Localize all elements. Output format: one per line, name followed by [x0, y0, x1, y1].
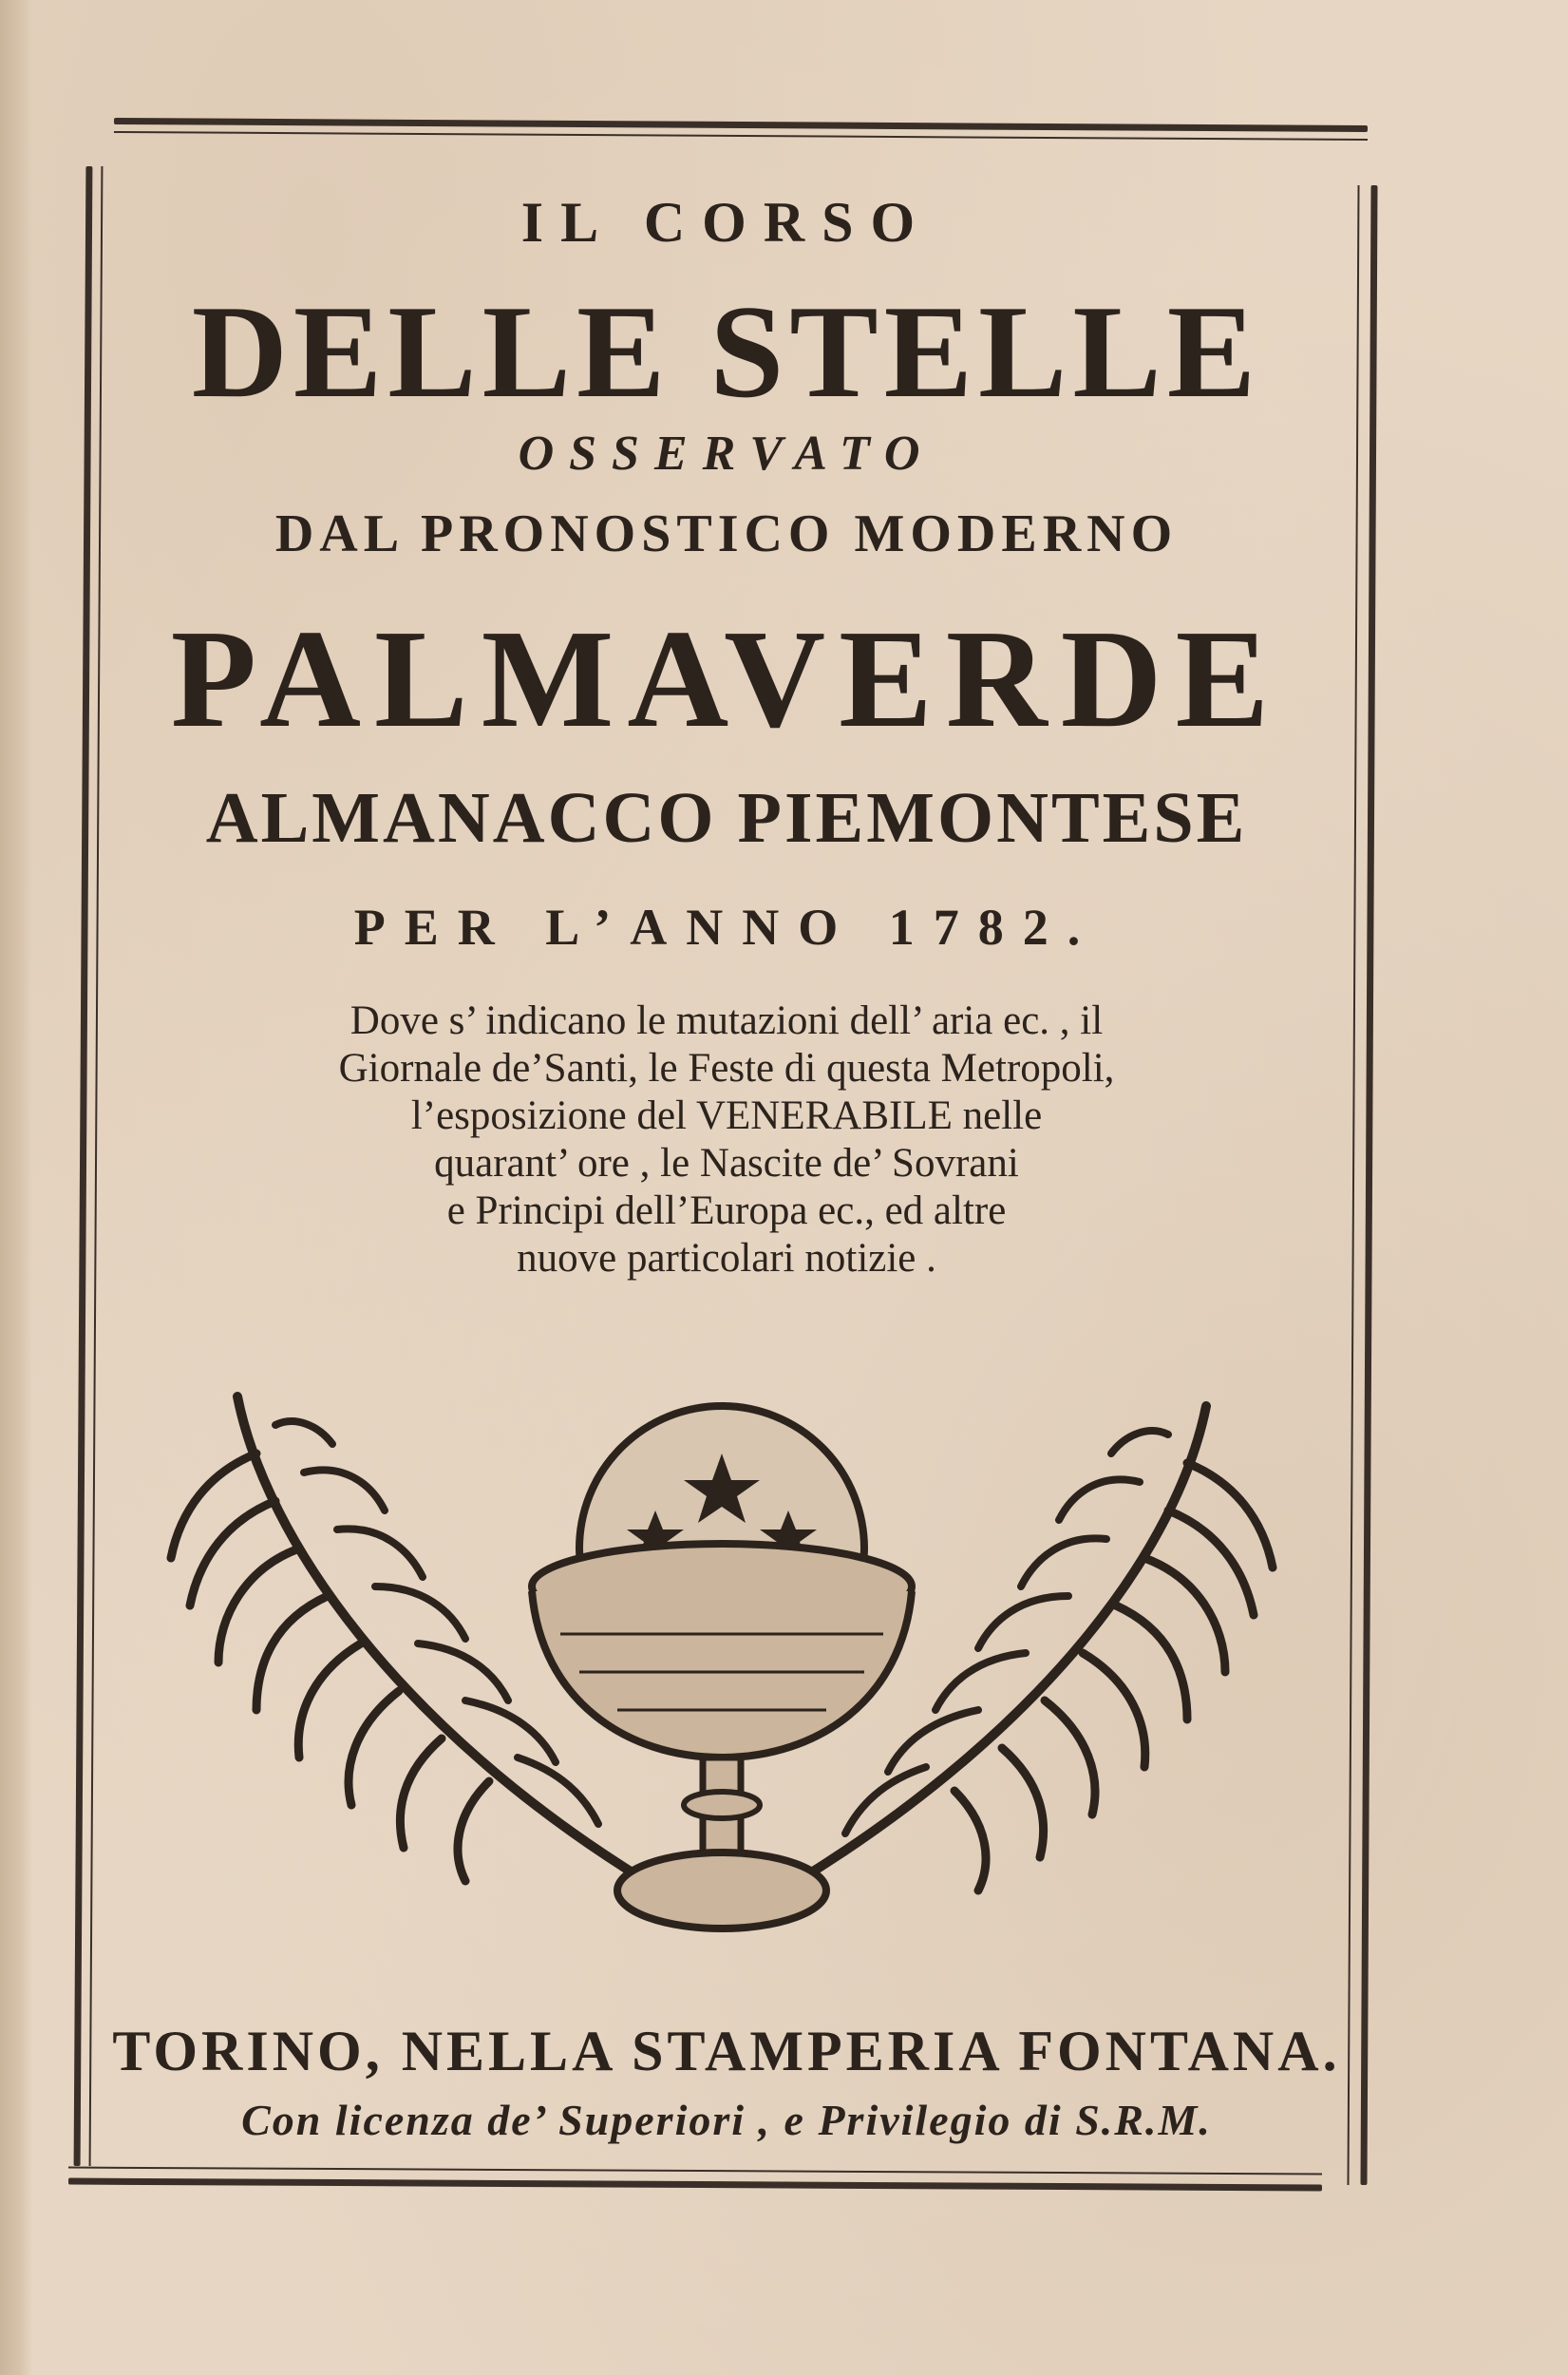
title-line-osservato: OSSERVATO — [518, 427, 935, 481]
border-left-rule — [89, 166, 104, 2166]
border-left — [74, 166, 93, 2166]
title-line-il-corso: IL CORSO — [520, 191, 933, 254]
border-right-rule — [1347, 185, 1359, 2185]
subtitle-almanacco: ALMANACCO PIEMONTESE — [205, 778, 1248, 858]
page-edge — [0, 0, 32, 2375]
year-line: PER L’ANNO 1782. — [353, 899, 1100, 956]
description-line: Dove s’ indicano le mutazioni dell’ aria ec. , il — [349, 998, 1104, 1043]
description-line: Giornale de’Santi, le Feste di questa Metropoli, — [338, 1046, 1115, 1091]
description-line: quarant’ ore , le Nascite de’ Sovrani — [434, 1141, 1019, 1186]
title-line-palmaverde: PALMAVERDE — [170, 601, 1283, 757]
description-line: nuove particolari notizie . — [517, 1236, 936, 1281]
title-line-delle-stelle: DELLE STELLE — [191, 278, 1262, 426]
imprint-license: Con licenza de’ Superiori , e Privilegio di S.R.M. — [241, 2096, 1212, 2144]
border-top — [114, 118, 1368, 132]
border-top-rule — [114, 131, 1368, 141]
description-line: l’esposizione del VENERABILE nelle — [410, 1093, 1043, 1138]
border-right — [1360, 185, 1377, 2185]
description-line: e Principi dell’Europa ec., ed altre — [446, 1188, 1007, 1233]
border-bottom — [68, 2178, 1322, 2192]
border-bottom-rule — [68, 2167, 1322, 2176]
armillary-globe-with-palm-branches-icon — [152, 1387, 1292, 1976]
title-line-pronostico: DAL PRONOSTICO MODERNO — [274, 504, 1179, 563]
imprint-printer: TORINO, NELLA STAMPERIA FONTANA. — [112, 2020, 1341, 2082]
